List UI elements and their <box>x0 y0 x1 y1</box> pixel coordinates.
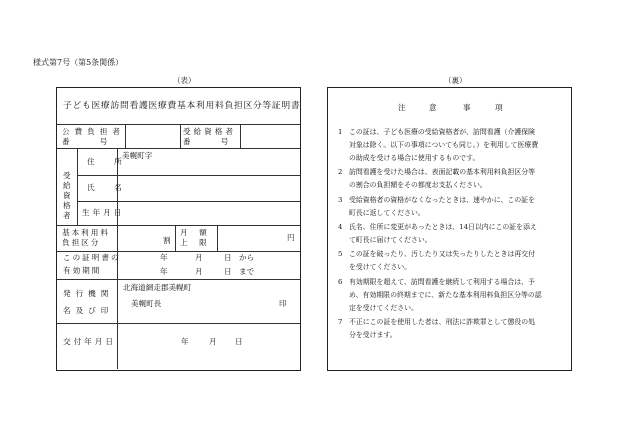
notes-heading-2: 意 <box>429 103 437 112</box>
back-side-label: （裏） <box>444 76 467 85</box>
to-year: 年 <box>160 267 168 276</box>
issue-day: 日 <box>235 337 243 346</box>
yen-unit: 円 <box>287 233 295 242</box>
recipient-number-label-2: 番 号 <box>183 137 234 146</box>
name-label: 氏 名 <box>87 183 128 192</box>
from-month: 月 <box>195 253 203 262</box>
note-number: 6 <box>338 277 343 286</box>
note-number: 7 <box>338 317 343 326</box>
note-line: 定を受けてください。 <box>349 303 418 312</box>
monthly-limit-label-2: 上 限 <box>180 238 209 247</box>
note-text: 不正にこの証を使用した者は、刑法に詐欺罪として懲役の処 <box>349 317 536 326</box>
note-item <box>338 276 566 315</box>
validity-label: この証明書の <box>63 253 121 262</box>
to-day: 日 <box>224 267 232 276</box>
certificate-title: 子ども医療訪問看護医療費基本利用料負担区分等証明書 <box>63 101 301 111</box>
note-line: て町長に届けてください。 <box>349 235 432 244</box>
note-line: 分を受けます。 <box>349 330 397 339</box>
issue-year: 年 <box>181 337 189 346</box>
note-item <box>338 221 566 247</box>
note-number: 5 <box>338 250 343 259</box>
note-line <box>338 166 566 179</box>
validity-label-2: 有効期間 <box>63 266 102 275</box>
from-year: 年 <box>160 253 168 262</box>
note-line: 対象は除く。以下の事項についても同じ。）を利用して医療費 <box>349 141 539 149</box>
issue-date-label: 交付年月日 <box>63 337 116 346</box>
note-line <box>338 126 566 139</box>
back-notes-card <box>327 87 572 371</box>
note-text: 氏名、住所に変更があったときは、14日以内にこの証を添え <box>349 222 537 231</box>
from-suffix: から <box>239 253 255 262</box>
note-line <box>338 248 566 261</box>
note-number: 4 <box>338 222 343 231</box>
fee-category-label-2: 負担区分 <box>62 238 101 247</box>
from-day: 日 <box>224 253 232 262</box>
address-value: 美幌町字 <box>122 151 153 160</box>
note-line: の助成を受ける場合に使用するものです。 <box>349 154 480 162</box>
fee-category-label: 基本利用料 <box>62 228 110 237</box>
note-number: 1 <box>338 128 343 136</box>
note-line: 町長に返してください。 <box>349 208 425 217</box>
front-side-label: （表） <box>173 76 196 85</box>
issuer-label-2: 名及び印 <box>63 306 114 315</box>
birthdate-label: 生年月日 <box>82 208 125 217</box>
note-text: 有効期限を超えて、訪問看護を継続して利用する場合は、予 <box>349 277 535 286</box>
to-suffix: まで <box>239 267 255 276</box>
note-item <box>338 248 566 274</box>
percent-unit: 割 <box>163 236 171 245</box>
note-text: 訪問看護を受けた場合は、表面記載の基本利用料負担区分等 <box>349 168 536 177</box>
address-label: 住 所 <box>87 157 128 166</box>
note-line: の割合の負担額をその都度お支払ください。 <box>349 181 487 190</box>
form-number: 様式第7号（第5条関係） <box>33 58 124 67</box>
note-number: 3 <box>338 195 343 204</box>
issue-month: 月 <box>209 337 217 346</box>
seal-mark: 印 <box>279 299 287 308</box>
recipient-group-label: 受給資格者 <box>63 171 71 220</box>
note-line <box>338 194 566 207</box>
note-item <box>338 166 566 192</box>
issuer-name: 北海道網走郡美幌町 <box>123 283 192 292</box>
note-line: を受けてください。 <box>349 263 412 272</box>
payer-number-label: 公費負担者 <box>62 127 125 136</box>
issuer-label: 発行機関 <box>63 289 114 298</box>
mayor-title: 美幌町長 <box>131 299 162 308</box>
to-month: 月 <box>195 267 203 276</box>
front-certificate-card <box>56 87 301 371</box>
note-item <box>338 126 566 165</box>
note-line <box>338 316 566 329</box>
monthly-limit-label: 月 額 <box>180 228 209 237</box>
note-number: 2 <box>338 168 343 177</box>
note-text: この証を破ったり、汚したり又は失ったりしたときは再交付 <box>349 250 536 259</box>
note-text: 受給資格者の資格がなくなったときは、速やかに、この証を <box>349 195 536 204</box>
recipient-number-label: 受給資格者 <box>183 127 236 136</box>
notes-heading-3: 事 <box>463 103 471 112</box>
note-item <box>338 316 566 342</box>
note-line <box>338 276 566 289</box>
note-item <box>338 194 566 220</box>
payer-number-label-2: 番 号 <box>62 137 113 146</box>
notes-heading-1: 注 <box>398 103 406 112</box>
note-line <box>338 221 566 234</box>
note-line: め、有効期限の終期までに、新たな基本利用料負担区分等の認 <box>349 290 542 299</box>
notes-heading-4: 項 <box>495 103 503 112</box>
note-text: この証は、子ども医療の受給資格者が、訪問看護（介護保険 <box>349 128 536 136</box>
